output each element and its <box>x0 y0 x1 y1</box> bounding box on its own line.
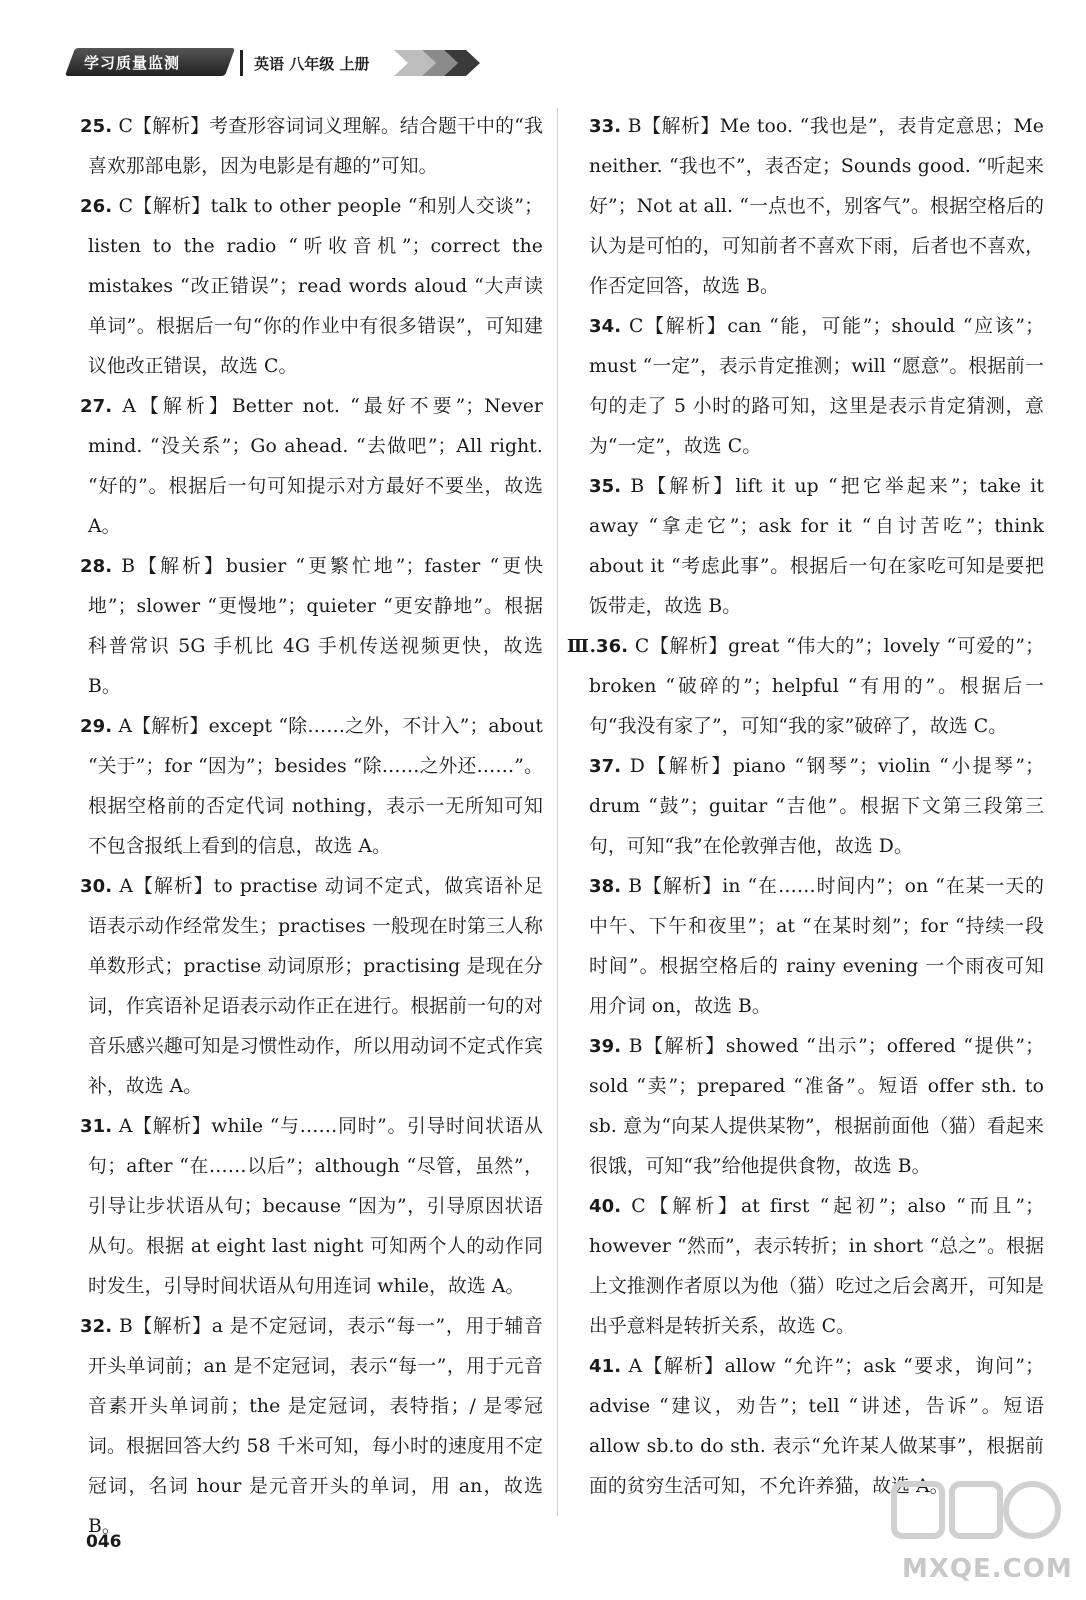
answer-item-30 <box>80 867 543 1107</box>
answer-item-33 <box>589 107 1044 307</box>
item-text: C【解析】can “能，可能”；should “应该”；must “一定”，表示肯定推测；will “愿意”。根据前一句的走了 5 小时的路可知，这里是表示肯定猜测，意为“一定”，故选 C。 <box>589 316 1044 457</box>
answer-item-29 <box>80 707 543 867</box>
answer-item-26 <box>80 187 543 387</box>
subject-label: 英语 八年级 上册 <box>254 55 370 73</box>
item-text: C【解析】talk to other people “和别人交谈”；listen to the radio “听收音机”；correct the mistakes “改正错误”；read words aloud “大声读单词”。根据后一句“你的作业中有很多错误”，可知建议他改正错误，故选 C。 <box>88 196 543 377</box>
item-number: 34. <box>589 316 622 337</box>
answer-item-31 <box>80 1107 543 1307</box>
answer-item-32 <box>80 1307 543 1547</box>
item-number: 39. <box>589 1036 622 1057</box>
chevron-arrows-icon <box>392 46 488 80</box>
answer-item-34 <box>589 307 1044 467</box>
item-number: 28. <box>80 556 113 577</box>
item-number: 31. <box>80 1116 113 1137</box>
answer-item-28 <box>80 547 543 707</box>
item-number: 32. <box>80 1316 113 1337</box>
answer-item-39 <box>589 1027 1044 1187</box>
item-text: A【解析】while “与……同时”。引导时间状语从句；after “在……以后”；although “尽管，虽然”，引导让步状语从句；because “因为”，引导原因状语从句。根据 at eight last night 可知两个人的动作同时发生，引导时间状语从句用连词 while，故选 A。 <box>88 1116 543 1297</box>
answer-item-25 <box>80 107 543 187</box>
item-text: B【解析】lift it up “把它举起来”；take it away “拿走它”；ask for it “自讨苦吃”；think about it “考虑此事”。根据后一句在家吃可知是要把饭带走，故选 B。 <box>589 476 1044 617</box>
item-text: D【解析】piano “钢琴”；violin “小提琴”；drum “鼓”；guitar “吉他”。根据下文第三段第三句，可知“我”在伦敦弹吉他，故选 D。 <box>589 756 1045 857</box>
watermark <box>880 1470 1073 1584</box>
watermark-text: MXQE.COM <box>902 1554 1073 1584</box>
item-number: 36. <box>596 636 629 657</box>
page-header <box>70 46 490 80</box>
item-text: C【解析】考查形容词词义理解。结合题干中的“我喜欢那部电影，因为电影是有趣的”可知。 <box>88 116 543 177</box>
item-text: B【解析】in “在……时间内”；on “在某一天的中午、下午和夜里”；at “在某时刻”；for “持续一段时间”。根据空格后的 rainy evening 一个雨夜可知用介词 on，故选 B。 <box>589 876 1044 1017</box>
answer-item-36 <box>567 627 1044 747</box>
answer-item-35 <box>589 467 1044 627</box>
item-number: 37. <box>589 756 622 777</box>
answer-item-38 <box>589 867 1044 1027</box>
right-column <box>567 107 1045 1507</box>
item-text: A【解析】except “除……之外，不计入”；about “关于”；for “因为”；besides “除……之外还……”。根据空格前的否定代词 nothing，表示一无所知可知不包含报纸上看到的信息，故选 A。 <box>88 716 543 857</box>
item-number: 40. <box>589 1196 622 1217</box>
column-divider <box>557 108 558 1516</box>
item-number: 29. <box>80 716 113 737</box>
item-number: 25. <box>80 116 113 137</box>
left-column <box>80 107 543 1547</box>
header-divider <box>240 50 243 76</box>
item-number: 35. <box>589 476 622 497</box>
item-text: A【解析】allow “允许”；ask “要求，询问”；advise “建议，劝告”；tell “讲述，告诉”。短语 allow sb.to do sth. 表示“允许某人做某事”，根据前面的贫穷生活可知，不允许养猫，故选 A。 <box>589 1356 1044 1497</box>
item-text: C【解析】great “伟大的”；lovely “可爱的”；broken “破碎的”；helpful “有用的”。根据后一句“我没有家了”，可知“我的家”破碎了，故选 C。 <box>589 636 1044 737</box>
item-text: B【解析】busier “更繁忙地”；faster “更快地”；slower “更慢地”；quieter “更安静地”。根据科普常识 5G 手机比 4G 手机传送视频更快，故选 B。 <box>88 556 543 697</box>
item-text: C【解析】at first “起初”；also “而且”；however “然而”，表示转折；in short “总之”。根据上文推测作者原以为他（猫）吃过之后会离开，可知是出乎意料是转折关系，故选 C。 <box>589 1196 1044 1337</box>
watermark-logo-icon <box>880 1470 1070 1554</box>
item-text: B【解析】a 是不定冠词，表示“每一”，用于辅音开头单词前；an 是不定冠词，表示“每一”，用于元音音素开头单词前；the 是定冠词，表特指；/ 是零冠词。根据回答大约 58 千米可知，每小时的速度用不定冠词，名词 hour 是元音开头的单词，用 an，故选 B。 <box>88 1316 543 1537</box>
series-title: 学习质量监测 <box>84 54 181 72</box>
item-number: 30. <box>80 876 113 897</box>
answer-item-27 <box>80 387 543 547</box>
item-text: B【解析】showed “出示”；offered “提供”；sold “卖”；prepared “准备”。短语 offer sth. to sb. 意为“向某人提供某物”，根据前面他（猫）看起来很饿，可知“我”给他提供食物，故选 B。 <box>589 1036 1044 1177</box>
item-text: A【解析】Better not. “最好不要”；Never mind. “没关系”；Go ahead. “去做吧”；All right. “好的”。根据后一句可知提示对方最好不要坐，故选 A。 <box>88 396 543 537</box>
item-text: B【解析】Me too. “我也是”，表肯定意思；Me neither. “我也不”，表否定；Sounds good. “听起来好”；Not at all. “一点也不，别客气”。根据空格后的认为是可怕的，可知前者不喜欢下雨，后者也不喜欢，作否定回答，故选 B。 <box>589 116 1045 297</box>
item-number: 26. <box>80 196 113 217</box>
item-number: 38. <box>589 876 622 897</box>
section-numeral: Ⅲ. <box>567 636 597 657</box>
item-number: 41. <box>589 1356 622 1377</box>
item-number: 27. <box>80 396 113 417</box>
answer-item-40 <box>589 1187 1044 1347</box>
item-text: A【解析】to practise 动词不定式，做宾语补足语表示动作经常发生；practises 一般现在时第三人称单数形式；practise 动词原形；practising 是现在分词，作宾语补足语表示动作正在进行。根据前一句的对音乐感兴趣可知是习惯性动作，所以用动词不定式作宾补，故选 A。 <box>88 876 543 1097</box>
item-number: 33. <box>589 116 622 137</box>
page-number: 046 <box>86 1532 122 1552</box>
answer-item-37 <box>589 747 1044 867</box>
